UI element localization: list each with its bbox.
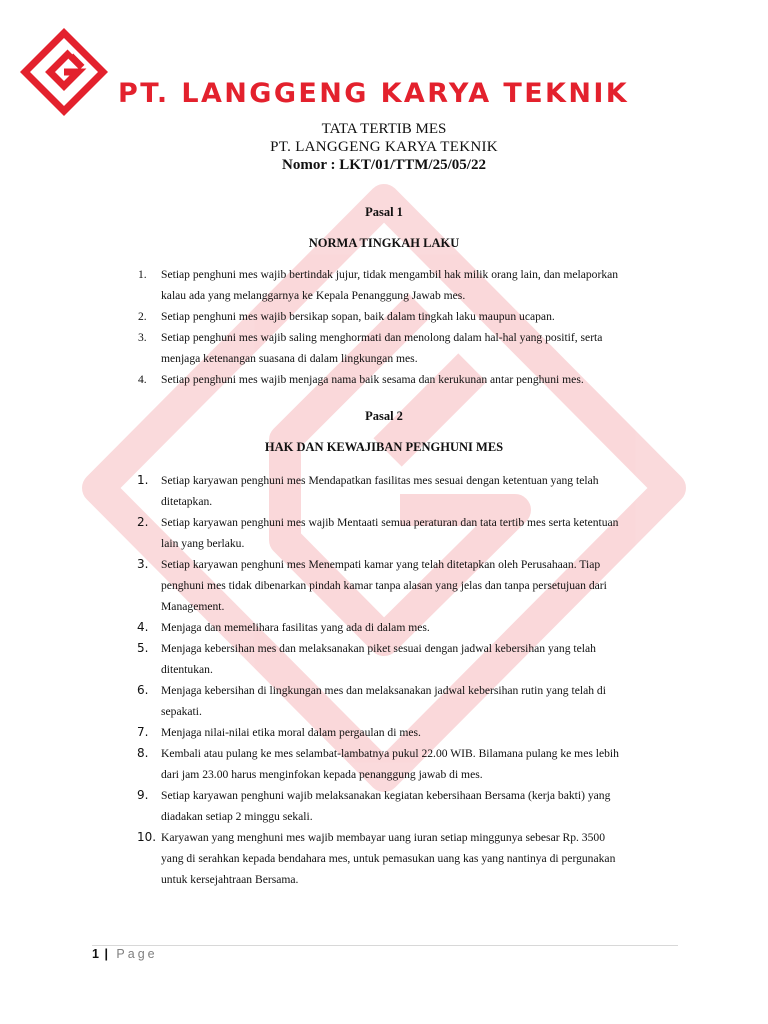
list-item: 9. Setiap karyawan penghuni wajib melaksanakan kegiatan kebersihaan Bersama (kerja bakti) yang diadakan setiap 2 minggu sekali. <box>137 788 611 823</box>
pasal-1-label: Pasal 1 <box>365 205 403 219</box>
document-title: TATA TERTIB MES <box>321 121 447 137</box>
list-item: 3. Setiap karyawan penghuni mes Menempati kamar yang telah ditetapkan oleh Perusahaan. Tiap penghuni mes tidak dibenarkan pindah kamar tanpa alasan yang jelas dan tanpa persetujuan dari Management. <box>137 557 607 613</box>
pasal-2-label: Pasal 2 <box>365 409 403 423</box>
list-item: 2. Setiap penghuni mes wajib bersikap sopan, baik dalam tingkah laku maupun ucapan. <box>138 310 555 323</box>
diamond-g-logo-icon <box>14 22 114 122</box>
list-item: 2. Setiap karyawan penghuni mes wajib Mentaati semua peraturan dan tata tertib mes serta ketentuan lain yang berlaku. <box>137 515 619 550</box>
page-word: Page <box>116 947 158 961</box>
list-item: 6. Menjaga kebersihan di lingkungan mes dan melaksanakan jadwal kebersihan rutin yang telah di sepakati. <box>137 683 606 718</box>
footer-divider <box>92 945 678 946</box>
footer-separator: | <box>104 947 108 961</box>
list-item: 1. Setiap penghuni mes wajib bertindak jujur, tidak mengambil hak milik orang lain, dan melaporkan kalau ada yang melanggarnya ke Kepala Penanggung Jawab mes. <box>138 268 619 302</box>
pasal-2-list <box>138 470 678 890</box>
page-number: 1 <box>92 947 99 961</box>
list-item: 1. Setiap karyawan penghuni mes Mendapatkan fasilitas mes sesuai dengan ketentuan yang telah ditetapkan. <box>137 473 599 508</box>
page-footer <box>92 947 158 961</box>
list-item: 4. Menjaga dan memelihara fasilitas yang ada di dalam mes. <box>137 620 430 634</box>
document-company: PT. LANGGENG KARYA TEKNIK <box>270 139 498 155</box>
document-header <box>0 120 768 174</box>
list-item: 8. Kembali atau pulang ke mes selambat-lambatnya pukul 22.00 WIB. Bilamana pulang ke mes lebih dari jam 23.00 harus menginfokan kepada penanggung jawab di mes. <box>137 746 619 781</box>
list-item: 4. Setiap penghuni mes wajib menjaga nama baik sesama dan kerukunan antar penghuni mes. <box>138 373 584 386</box>
list-item: 3. Setiap penghuni mes wajib saling menghormati dan menolong dalam hal-hal yang positif, serta menjaga ketenangan suasana di dalam lingkungan mes. <box>138 331 603 365</box>
list-item: 5. Menjaga kebersihan mes dan melaksanakan piket sesuai dengan jadwal kebersihan yang telah ditentukan. <box>137 641 596 676</box>
company-name: PT. LANGGENG KARYA TEKNIK <box>118 78 630 109</box>
list-item: 10. Karyawan yang menghuni mes wajib membayar uang iuran setiap minggunya sebesar Rp. 3500 yang di serahkan kepada bendahara mes, untuk pemasukan uang kas yang nantinya di pergunakan untuk kersejahtraan Bersama. <box>137 830 616 886</box>
list-item: 7. Menjaga nilai-nilai etika moral dalam pergaulan di mes. <box>137 725 421 739</box>
document-number: Nomor : LKT/01/TTM/25/05/22 <box>282 157 486 173</box>
letterhead <box>14 22 630 122</box>
pasal-2-heading: HAK DAN KEWAJIBAN PENGHUNI MES <box>264 440 504 454</box>
pasal-1-heading: NORMA TINGKAH LAKU <box>308 236 460 250</box>
pasal-1-list <box>138 264 678 390</box>
